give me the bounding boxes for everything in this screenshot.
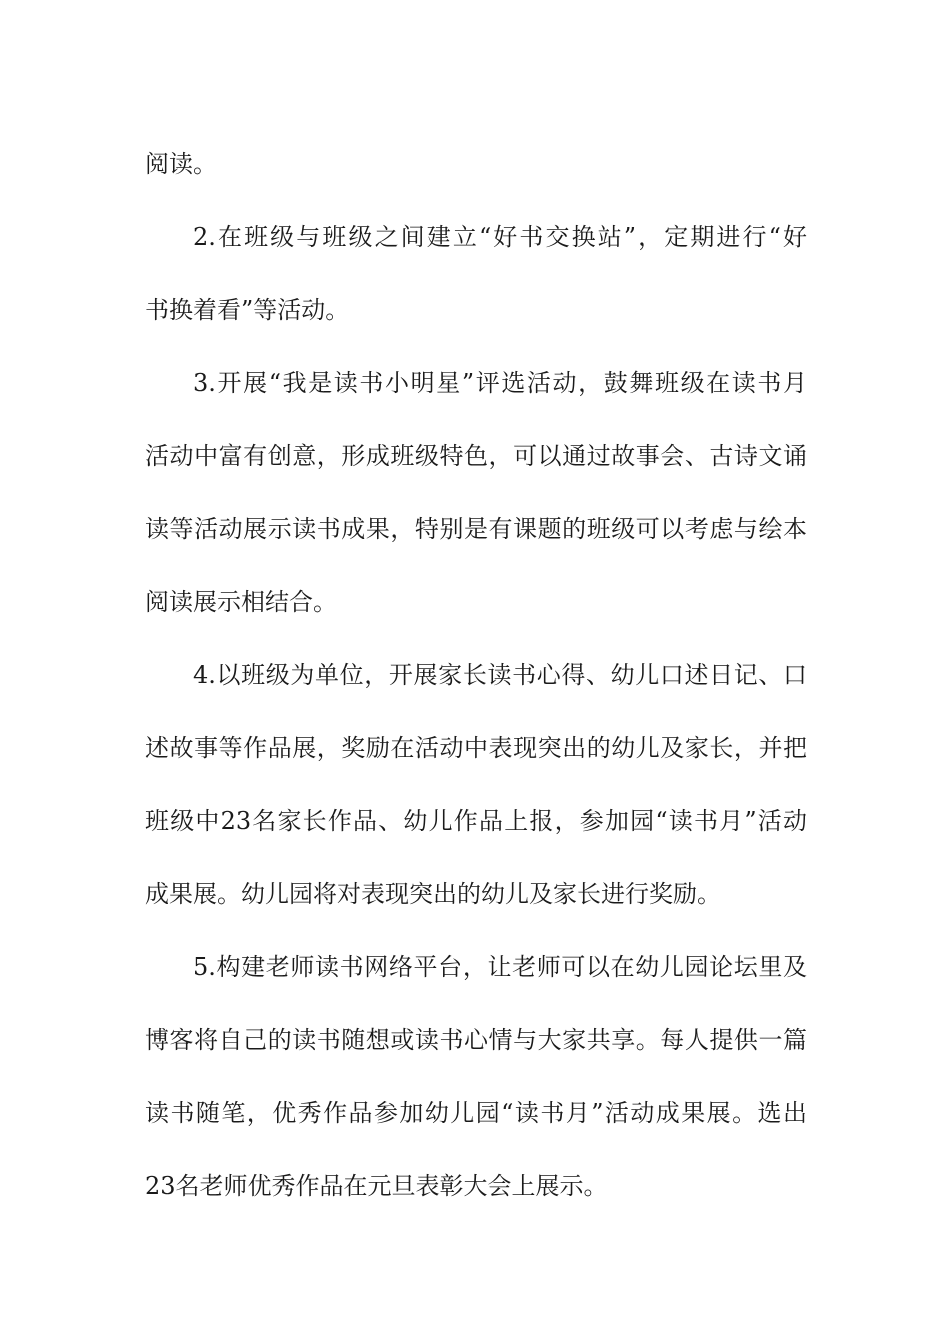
paragraph-5-line-1: 5.构建老师读书网络平台，让老师可以在幼儿园论坛里及 (193, 953, 807, 981)
document-body (145, 128, 807, 1223)
paragraph-2-line-2: 书换着看”等活动。 (145, 296, 350, 324)
paragraph-4-line-3: 班级中23名家长作品、幼儿作品上报，参加园“读书月”活动 (145, 807, 807, 835)
paragraph-5-line-2: 博客将自己的读书随想或读书心情与大家共享。每人提供一篇 (145, 1026, 807, 1054)
paragraph-3-line-3: 读等活动展示读书成果，特别是有课题的班级可以考虑与绘本 (145, 515, 807, 543)
paragraph-3-line-4: 阅读展示相结合。 (145, 588, 337, 616)
paragraph-5-line-3: 读书随笔，优秀作品参加幼儿园“读书月”活动成果展。选出 (145, 1099, 807, 1127)
paragraph-5-line-4: 23名老师优秀作品在元旦表彰大会上展示。 (145, 1172, 608, 1200)
paragraph-4-line-1: 4.以班级为单位，开展家长读书心得、幼儿口述日记、口 (193, 661, 807, 689)
paragraph-2-line-1: 2.在班级与班级之间建立“好书交换站”，定期进行“好 (193, 223, 807, 251)
paragraph-4-line-4: 成果展。幼儿园将对表现突出的幼儿及家长进行奖励。 (145, 880, 721, 908)
paragraph-4-line-2: 述故事等作品展，奖励在活动中表现突出的幼儿及家长，并把 (145, 734, 807, 762)
paragraph-3-line-2: 活动中富有创意，形成班级特色，可以通过故事会、古诗文诵 (145, 442, 807, 470)
text-line: 阅读。 (145, 150, 217, 178)
paragraph-3-line-1: 3.开展“我是读书小明星”评选活动，鼓舞班级在读书月 (193, 369, 807, 397)
